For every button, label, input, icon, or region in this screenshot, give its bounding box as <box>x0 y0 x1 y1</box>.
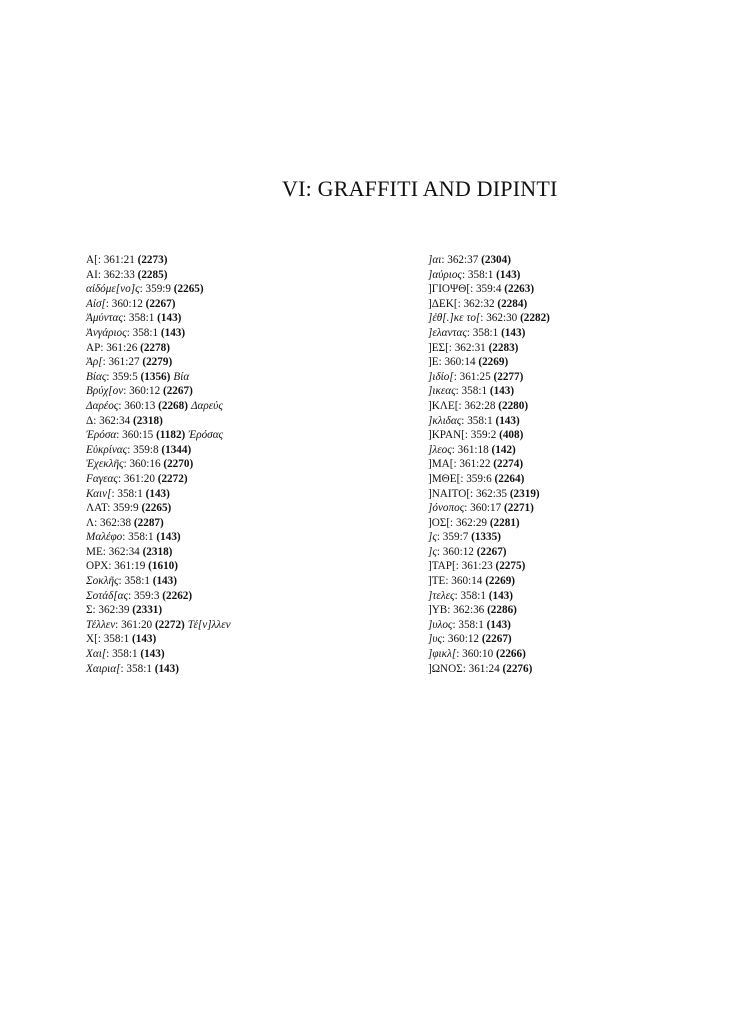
entry-catalogue-number: (2263) <box>504 283 535 296</box>
entry-reference: : 359:9 <box>139 283 174 296</box>
entry-catalogue-number: (143) <box>157 312 182 325</box>
entry-heading: Ἐχεκλῆς <box>86 458 124 471</box>
index-entry <box>428 487 550 502</box>
index-entry <box>86 574 231 589</box>
index-entry <box>428 414 550 429</box>
entry-reference: : 359:8 <box>127 443 162 456</box>
index-entry <box>86 516 231 531</box>
entry-catalogue-number: (2304) <box>481 254 511 266</box>
index-entry <box>428 341 550 356</box>
entry-heading: Ἀνγάριος <box>86 326 127 339</box>
index-entry <box>86 501 231 516</box>
entry-heading: ]ΜΑ[ <box>428 458 454 471</box>
entry-heading: Σοτάδ[ας <box>86 589 129 602</box>
index-entry <box>86 603 231 618</box>
entry-catalogue-number: (143) <box>154 662 179 675</box>
entry-reference: : 358:1 <box>455 385 490 398</box>
entry-reference: : 359:9 <box>107 502 142 515</box>
entry-reference: : 360:17 <box>464 502 505 515</box>
index-entry <box>428 268 550 283</box>
entry-reference: : 360:14 <box>438 356 479 369</box>
entry-catalogue-number: (1335) <box>471 531 501 544</box>
entry-heading: Χαι[ <box>86 648 107 661</box>
entry-catalogue-number: (143) <box>486 618 511 631</box>
entry-reference: : 361:20 <box>115 618 155 631</box>
index-entry <box>86 443 231 458</box>
entry-heading: Εὐκρίνας <box>86 443 128 456</box>
entry-reference: : 360:12 <box>442 633 482 646</box>
index-entry <box>86 545 231 560</box>
entry-reference: : 358:1 <box>454 589 489 602</box>
entry-catalogue-number: (143) <box>489 385 515 398</box>
entry-catalogue-number: (2279) <box>142 356 173 369</box>
entry-catalogue-number: (1344) <box>161 443 192 456</box>
index-entry <box>86 647 231 662</box>
entry-catalogue-number: (2265) <box>173 283 204 296</box>
index-entry <box>428 618 550 633</box>
entry-catalogue-number: (2276) <box>502 662 533 675</box>
entry-reference: : 360:16 <box>123 458 164 471</box>
entry-reference: : 362:38 <box>94 516 134 529</box>
entry-catalogue-number: (1610) <box>148 560 178 573</box>
index-entry <box>86 282 231 297</box>
entry-catalogue-number: (143) <box>495 414 520 427</box>
entry-catalogue-number: (2318) <box>142 545 173 558</box>
entry-heading: Αἰσ[ <box>86 297 106 310</box>
entry-reference: : 361:20 <box>117 472 158 485</box>
entry-catalogue-number: (1182) <box>156 429 186 442</box>
entry-heading: ]όνοπος <box>428 502 465 515</box>
entry-reference: : 362:34 <box>93 414 133 427</box>
entry-catalogue-number: (143) <box>145 487 170 500</box>
entry-heading: ΛΑΤ <box>86 502 108 515</box>
entry-reference: : 362:34 <box>102 545 143 558</box>
entry-catalogue-number: (143) <box>156 531 181 544</box>
entry-heading: ]κλιδας <box>428 414 462 427</box>
entry-reference: : 362:32 <box>457 297 498 310</box>
entry-reference: : 360:13 <box>118 399 159 412</box>
entry-heading: ΑΡ <box>86 341 101 354</box>
entry-reference: : 359:5 <box>106 370 141 383</box>
entry-reference: : 359:2 <box>464 429 500 442</box>
entry-reference: : 362:30 <box>480 312 521 325</box>
entry-catalogue-number: (2285) <box>137 268 168 281</box>
index-entry <box>428 311 550 326</box>
entry-catalogue-number: (2286) <box>487 604 517 617</box>
index-entry <box>86 530 231 545</box>
entry-heading: Σοκλῆς <box>86 575 119 588</box>
index-entry <box>428 370 550 385</box>
entry-catalogue-number: (2272) <box>154 618 185 631</box>
entry-variant-form: Τέ[ν]λλεν <box>187 618 231 631</box>
entry-reference: : 358:1 <box>122 312 158 325</box>
index-entry <box>428 516 550 531</box>
index-entry <box>86 472 231 487</box>
entry-catalogue-number: (143) <box>140 648 165 661</box>
entry-reference: : 361:21 <box>97 254 138 266</box>
index-entry <box>86 428 231 443</box>
index-entry <box>428 282 550 297</box>
entry-variant-form: Δαρεύς <box>190 399 223 412</box>
index-entry <box>428 574 550 589</box>
index-entry <box>428 253 550 268</box>
entry-reference: : 359:7 <box>436 531 472 544</box>
entry-heading: ]ς <box>428 531 437 544</box>
entry-catalogue-number: (1356) <box>140 370 171 383</box>
entry-catalogue-number: (143) <box>501 326 526 339</box>
entry-catalogue-number: (2278) <box>140 341 170 354</box>
index-entry <box>428 545 550 560</box>
entry-heading: Ἀμύντας <box>86 312 123 325</box>
entry-catalogue-number: (2274) <box>493 458 524 471</box>
index-entry <box>86 326 231 341</box>
entry-heading: ]ἐθ[.]κε το[ <box>428 312 481 325</box>
entry-heading: ]ιδίο[ <box>428 370 454 383</box>
entry-catalogue-number: (2262) <box>162 589 193 602</box>
index-entry <box>86 559 231 574</box>
entry-reference: : 358:1 <box>126 326 161 339</box>
index-entry <box>428 384 550 399</box>
index-entry <box>428 297 550 312</box>
entry-reference: : 358:1 <box>452 618 487 631</box>
entry-reference: : 358:1 <box>111 487 146 500</box>
entry-reference: : 362:28 <box>458 399 499 412</box>
entry-reference: : 362:35 <box>470 487 510 500</box>
entry-reference: : 358:1 <box>120 662 155 675</box>
entry-reference: : 362:39 <box>92 604 133 617</box>
entry-catalogue-number: (2267) <box>162 385 193 398</box>
entry-heading: ]Ε <box>428 356 439 369</box>
entry-reference: : 360:10 <box>456 648 497 661</box>
index-entry <box>86 253 231 268</box>
entry-heading: Λ <box>86 516 95 529</box>
entry-catalogue-number: (142) <box>491 443 516 456</box>
entry-heading: ]ΕΣ[ <box>428 341 449 354</box>
entry-heading: ]αὐριος <box>428 268 462 281</box>
entry-reference: : 358:1 <box>461 414 496 427</box>
index-column-right <box>428 253 550 676</box>
entry-catalogue-number: (2268) <box>158 399 188 412</box>
entry-catalogue-number: (2267) <box>476 545 507 558</box>
entry-catalogue-number: (2269) <box>478 356 509 369</box>
index-entry <box>428 662 550 677</box>
entry-reference: : 361:24 <box>462 662 503 675</box>
entry-reference: : 358:1 <box>118 575 153 588</box>
entry-heading: ]ΩΝΟΣ <box>428 662 463 675</box>
index-entry <box>428 530 550 545</box>
entry-catalogue-number: (2272) <box>157 472 188 485</box>
entry-heading: ]ΓΙΟΨΘ[ <box>428 283 471 296</box>
entry-heading: ]υλος <box>428 618 453 631</box>
index-entry <box>428 326 550 341</box>
page-title: VI: GRAFFITI AND DIPINTI <box>282 176 558 201</box>
entry-catalogue-number: (2319) <box>509 487 540 500</box>
entry-catalogue-number: (2264) <box>494 472 525 485</box>
index-entry <box>428 647 550 662</box>
entry-reference: : 359:6 <box>460 472 495 485</box>
entry-reference: : 358:1 <box>97 633 132 646</box>
entry-variant-form: Ἐρόσας <box>188 429 224 442</box>
entry-heading: ]ελαντας <box>428 326 467 339</box>
entry-heading: Χ[ <box>86 633 98 646</box>
entry-reference: : 360:12 <box>436 545 477 558</box>
index-entry <box>86 311 231 326</box>
index-entry <box>86 662 231 677</box>
entry-reference: : 359:4 <box>470 283 505 296</box>
entry-catalogue-number: (2267) <box>481 633 512 646</box>
entry-reference: : 362:37 <box>441 254 482 266</box>
index-entry <box>86 370 231 385</box>
entry-heading: ]ΥΒ <box>428 604 448 617</box>
index-entry <box>86 589 231 604</box>
entry-heading: ]ΟΣ[ <box>428 516 451 529</box>
entry-catalogue-number: (2277) <box>493 370 524 383</box>
entry-catalogue-number: (2280) <box>498 399 529 412</box>
entry-catalogue-number: (2331) <box>132 604 163 617</box>
entry-reference: : 361:23 <box>455 560 496 573</box>
entry-reference: : 361:26 <box>100 341 141 354</box>
entry-heading: Σ <box>86 604 93 617</box>
index-entry <box>86 297 231 312</box>
index-entry <box>428 355 550 370</box>
entry-catalogue-number: (2283) <box>488 341 519 354</box>
entry-catalogue-number: (2281) <box>489 516 520 529</box>
entry-heading: Α[ <box>86 254 98 266</box>
entry-catalogue-number: (2275) <box>495 560 526 573</box>
entry-reference: : 361:19 <box>108 560 149 573</box>
index-entry <box>86 355 231 370</box>
entry-catalogue-number: (2266) <box>496 648 526 661</box>
entry-catalogue-number: (2271) <box>504 502 534 515</box>
entry-catalogue-number: (2318) <box>132 414 163 427</box>
entry-heading: αἰδόμε[νο]ς <box>86 283 140 296</box>
entry-catalogue-number: (143) <box>160 326 186 339</box>
entry-heading: Καιν[ <box>86 487 112 500</box>
entry-heading: ]ς <box>428 545 437 558</box>
entry-reference: : 362:33 <box>97 268 138 281</box>
entry-reference: : 361:18 <box>451 443 492 456</box>
index-entry <box>428 428 550 443</box>
index-entry <box>428 457 550 472</box>
entry-reference: : 361:22 <box>453 458 494 471</box>
entry-heading: ]ΚΡΑΝ[ <box>428 429 465 442</box>
index-entry <box>428 589 550 604</box>
index-entry <box>86 487 231 502</box>
index-entry <box>86 384 231 399</box>
entry-heading: ]φικλ[ <box>428 648 457 661</box>
entry-catalogue-number: (408) <box>499 429 524 442</box>
entry-heading: ]ΔΕΚ[ <box>428 297 458 310</box>
entry-reference: : 360:12 <box>105 297 146 310</box>
entry-reference: : 360:15 <box>116 429 157 442</box>
entry-reference: : 362:31 <box>448 341 489 354</box>
entry-heading: ]αι <box>428 254 442 266</box>
index-entry <box>86 341 231 356</box>
entry-heading: ]ΤΑΡ[ <box>428 560 456 573</box>
index-entry <box>428 603 550 618</box>
entry-catalogue-number: (2270) <box>163 458 194 471</box>
index-entry <box>428 443 550 458</box>
entry-heading: ]ικεας <box>428 385 456 398</box>
entry-heading: ]υς <box>428 633 443 646</box>
entry-reference: : 361:25 <box>453 370 494 383</box>
entry-heading: ΑΙ <box>86 268 98 281</box>
index-entry <box>428 559 550 574</box>
entry-heading: Βίας <box>86 370 107 383</box>
entry-reference: : 358:1 <box>461 268 497 281</box>
entry-heading: ]λεος <box>428 443 452 456</box>
entry-reference: : 358:1 <box>106 648 141 661</box>
entry-heading: Βρύχ[ον <box>86 385 124 398</box>
index-entry <box>86 618 231 633</box>
index-entry <box>86 457 231 472</box>
index-column-left <box>86 253 231 676</box>
index-entry <box>428 399 550 414</box>
entry-heading: Ἀρ[ <box>86 356 103 369</box>
entry-heading: Μαλέφο <box>86 531 123 544</box>
entry-catalogue-number: (2287) <box>133 516 164 529</box>
entry-catalogue-number: (143) <box>132 633 157 646</box>
entry-reference: : 358:1 <box>122 531 157 544</box>
entry-heading: ]τελες <box>428 589 455 602</box>
entry-heading: Fαγεας <box>86 472 118 485</box>
index-entry <box>428 501 550 516</box>
entry-heading: ]ΤΕ <box>428 575 446 588</box>
entry-catalogue-number: (2273) <box>137 254 168 266</box>
entry-catalogue-number: (143) <box>496 268 521 281</box>
index-entry <box>86 268 231 283</box>
entry-catalogue-number: (143) <box>152 575 177 588</box>
index-entry <box>428 472 550 487</box>
entry-catalogue-number: (2284) <box>497 297 528 310</box>
entry-catalogue-number: (2269) <box>485 575 516 588</box>
entry-variant-form: Βία <box>173 370 190 383</box>
entry-reference: : 359:3 <box>128 589 163 602</box>
entry-reference: : 362:29 <box>450 516 490 529</box>
entry-catalogue-number: (2282) <box>520 312 550 325</box>
entry-reference: : 361:27 <box>102 356 143 369</box>
entry-heading: Ἐρόσα <box>86 429 117 442</box>
entry-heading: ]ΜΘΕ[ <box>428 472 461 485</box>
entry-catalogue-number: (2265) <box>141 502 172 515</box>
index-entry <box>428 632 550 647</box>
entry-reference: : 360:14 <box>445 575 486 588</box>
entry-catalogue-number: (2267) <box>145 297 176 310</box>
entry-heading: ΜΕ <box>86 545 103 558</box>
entry-heading: ΟΡΧ <box>86 560 109 573</box>
entry-heading: ]ΝΑΙΤΟ[ <box>428 487 471 500</box>
entry-heading: Τέλλεν <box>86 618 116 631</box>
index-entry <box>86 399 231 414</box>
index-entry <box>86 632 231 647</box>
entry-heading: Δαρέος <box>86 399 119 412</box>
index-entry <box>86 414 231 429</box>
entry-reference: : 362:36 <box>447 604 488 617</box>
entry-heading: ]ΚΛΕ[ <box>428 399 459 412</box>
entry-reference: : 360:12 <box>123 385 163 398</box>
entry-heading: Δ <box>86 414 94 427</box>
entry-catalogue-number: (143) <box>488 589 513 602</box>
entry-heading: Χαιρια[ <box>86 662 121 675</box>
entry-reference: : 358:1 <box>466 326 502 339</box>
